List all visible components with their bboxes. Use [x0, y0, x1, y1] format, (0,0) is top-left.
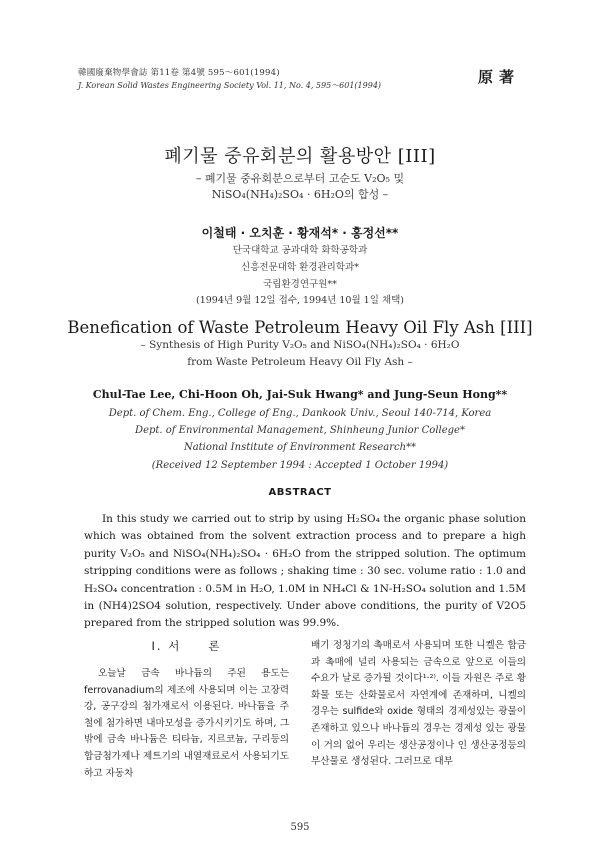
journal-header-korean: 韓國廢棄物學會誌 第11卷 第4號 595～601(1994) — [78, 68, 280, 78]
english-affiliation-2: Dept. of Environmental Management, Shinheung Junior College* — [135, 425, 465, 436]
english-authors: Chul-Tae Lee, Chi-Hoon Oh, Jai-Suk Hwang* and Jung-Seun Hong** — [92, 388, 508, 401]
english-subtitle-line2: from Waste Petroleum Heavy Oil Fly Ash – — [187, 356, 413, 368]
korean-subtitle-line2: NiSO₄(NH₄)₂SO₄ · 6H₂O의 합성 – — [211, 188, 389, 201]
english-received-date: (Received 12 September 1994 : Accepted 1 October 1994) — [151, 460, 449, 471]
body-right-column: 배기 정청기의 촉매로서 사용되며 또한 니켈은 합금과 촉매에 널리 사용되는 금속으로 앞으로 이들의 수요가 날로 증가될 것이다¹·²⁾. 이들 자원은 주로 황화물 또는 산화물로서 자연계에 존재하며, 니켈의 경우는 sulfide와 oxide 형태의 경제성있는 광물이 존재하고 있으나 바나듐의 경우는 경제성 있는 광물이 거의 없어 우리는 생산공정이나 인 생산공정등의 부산물로 생성된다. 그러므로 대부 — [311, 640, 526, 768]
section-title-introduction: I. 서 론 — [151, 639, 222, 653]
korean-affiliation-1: 단국대학교 공과대학 화학공학과 — [232, 245, 368, 256]
korean-affiliation-2: 신흥전문대학 환경관리학과* — [241, 262, 359, 273]
english-title: Benefication of Waste Petroleum Heavy Oil Fly Ash [III] — [67, 318, 533, 337]
english-subtitle-line1: – Synthesis of High Purity V₂O₅ and NiSO₄(NH₄)₂SO₄ · 6H₂O — [140, 339, 460, 351]
korean-title: 폐기물 중유회분의 활용방안 [III] — [164, 146, 436, 167]
article-type-badge: 原著 — [478, 68, 521, 86]
page-number: 595 — [290, 822, 310, 833]
abstract-heading: ABSTRACT — [268, 487, 332, 498]
body-left-column: 오늘날 금속 바나듐의 주된 용도는 ferrovanadium의 제조에 사용되며 이는 고장력강, 공구강의 첨가재로서 이용된다. 바나듐을 주철에 첨가하면 내마모성을 증가시키기도 하며, 그밖에 금속 바나듐은 티타늄, 지르코늄, 구리등의 합금첨가제나 제트기의 내열재료로서 사용되기도 하고 자동차 — [84, 668, 289, 779]
korean-subtitle-line1: – 폐기물 중유회분으로부터 고순도 V₂O₅ 및 — [195, 172, 405, 185]
english-affiliation-1: Dept. of Chem. Eng., College of Eng., Dankook Univ., Seoul 140-714, Korea — [108, 408, 492, 419]
korean-received-date: (1994년 9월 12일 접수, 1994년 10월 1일 채택) — [196, 295, 404, 306]
journal-header-english: J. Korean Solid Wastes Engineering Society Vol. 11, No. 4, 595～601(1994) — [78, 81, 382, 90]
korean-authors: 이철태 · 오치훈 · 황재석* · 홍정선** — [201, 226, 399, 240]
abstract-text: In this study we carried out to strip by using H₂SO₄ the organic phase solution which was obtained from the solvent extraction process and to prepare a high purity V₂O₅ and NiSO₄(NH₄)₂SO₄ · 6H₂O from the stripped solution. The optimum stripping conditions were as follows ; shaking time : 30 sec. volume ratio : 1.0 and H₂SO₄ concentration : 0.5M in H₂O, 1.0M in NH₄Cl & 1N-H₂SO₄ solution and 1.5M in (NH4)2SO4 solution, respectively. Under above conditions, the purity of V2O5 prepared from the stripped solution was 99.9%. — [84, 513, 526, 630]
english-affiliation-3: National Institute of Environment Research** — [183, 442, 417, 453]
korean-affiliation-3: 국립환경연구원** — [263, 279, 337, 290]
